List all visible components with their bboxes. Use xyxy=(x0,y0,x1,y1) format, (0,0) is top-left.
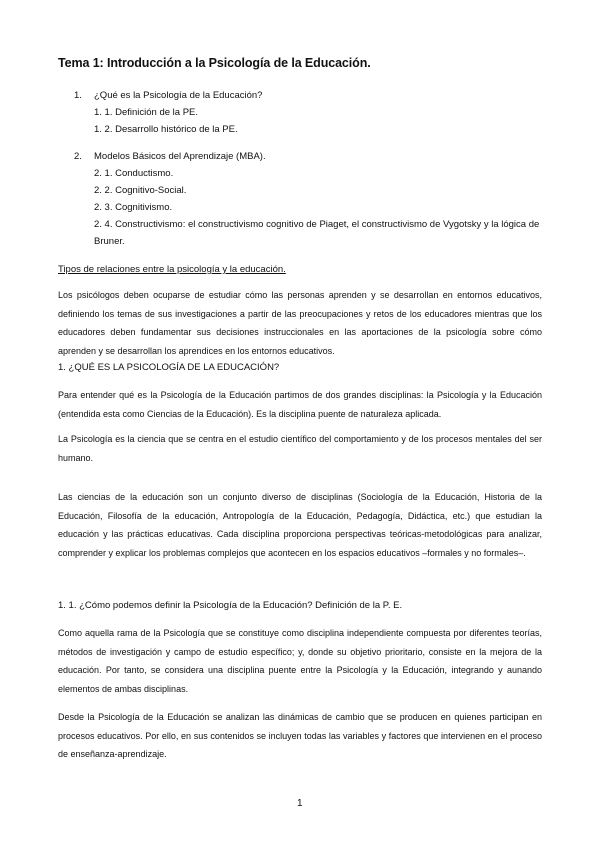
paragraph: Para entender qué es la Psicología de la Educación partimos de dos grandes disciplinas: la Psicología y la Educación (entendida esta como Ciencias de la Educación). Es la disciplina puente de naturaleza aplicada. xyxy=(58,390,542,419)
outline-subitem: 2. 4. Constructivismo: el constructivismo cognitivo de Piaget, el constructivismo de Vygotsky y la lógica de Bruner. xyxy=(94,219,540,247)
relations-heading: Tipos de relaciones entre la psicología y la educación. xyxy=(58,264,286,275)
outline-subitem: 1. 2. Desarrollo histórico de la PE. xyxy=(94,124,238,135)
outline-item-1-label: ¿Qué es la Psicología de la Educación? xyxy=(94,90,263,101)
paragraph: Desde la Psicología de la Educación se analizan las dinámicas de cambio que se producen en quienes participan en procesos educativos. Por ello, en sus contenidos se incluyen todas las variables y factores que intervienen en el proceso de enseñanza-aprendizaje. xyxy=(58,712,542,759)
relations-paragraph: Los psicólogos deben ocuparse de estudiar cómo las personas aprenden y se desarrollan en entornos educativos, definiendo los temas de sus investigaciones a partir de las preocupaciones y retos de los educadores mientras que los educadores deben fundamentar sus decisiones instruccionales en las aportaciones de la psicología sobre cómo aprenden y se desarrollan los aprendices en los entornos educativos. xyxy=(58,290,542,356)
paragraph: Como aquella rama de la Psicología que se constituye como disciplina independiente compuesta por diferentes teorías, métodos de investigación y campo de estudio específico; y, donde su objetivo prioritario, consiste en la mejora de la educación. Por tanto, se considera una disciplina puente entre la Psicología y la Educación, integrando y aunando elementos de ambas disciplinas. xyxy=(58,628,542,694)
outline-subitem: 2. 2. Cognitivo-Social. xyxy=(94,185,187,196)
document-title: Tema 1: Introducción a la Psicología de la Educación. xyxy=(58,56,371,70)
outline-subitem: 2. 1. Conductismo. xyxy=(94,168,174,179)
outline-subitem: 1. 1. Definición de la PE. xyxy=(94,107,199,118)
paragraph: Las ciencias de la educación son un conjunto diverso de disciplinas (Sociología de la Educación, Historia de la Educación, Filosofía de la educación, Antropología de la Educación, Pedagogía, Didáctica, etc.) que estudian la educación y las prácticas educativas. Cada disciplina proporciona perspectivas teóricas-metodológicas para analizar, comprender y explicar los problemas complejos que acontecen en los espacios educativos –formales y no formales–. xyxy=(58,492,542,558)
outline-subitem: 2. 3. Cognitivismo. xyxy=(94,202,173,213)
page-number: 1 xyxy=(297,798,303,809)
outline-item-2-label: Modelos Básicos del Aprendizaje (MBA). xyxy=(94,151,266,162)
outline-number: 2. xyxy=(74,151,82,162)
section-heading: 1. ¿QUÉ ES LA PSICOLOGÍA DE LA EDUCACIÓN? xyxy=(58,362,280,373)
section-heading: 1. 1. ¿Cómo podemos definir la Psicología de la Educación? Definición de la P. E. xyxy=(58,600,403,611)
outline-number: 1. xyxy=(74,90,82,101)
paragraph: La Psicología es la ciencia que se centra en el estudio científico del comportamiento y de los procesos mentales del ser humano. xyxy=(58,434,542,463)
